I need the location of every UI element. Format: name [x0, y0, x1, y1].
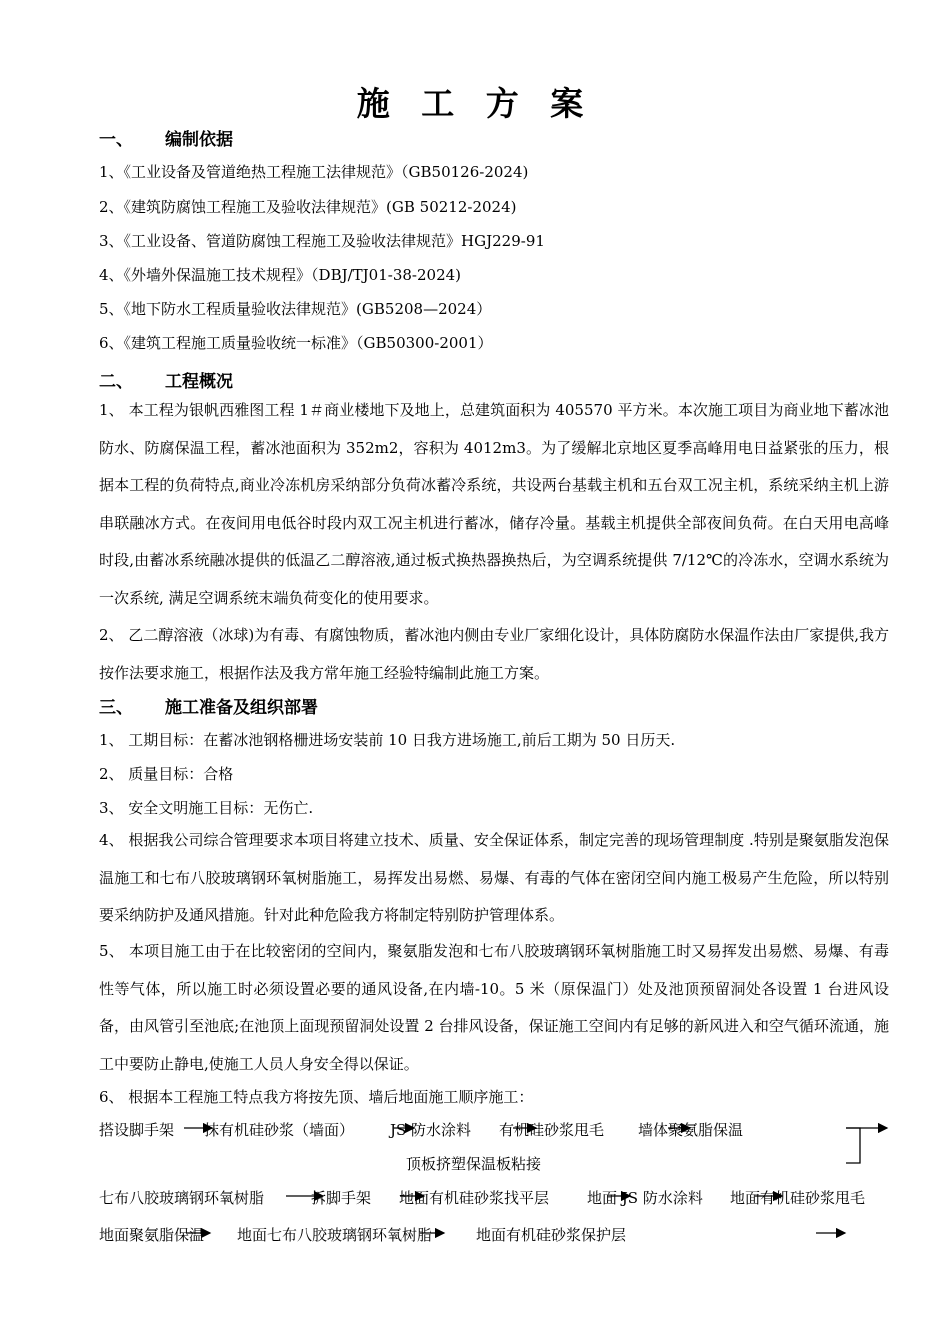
section-number: 二、: [99, 372, 133, 392]
flow-step: 七布八胶玻璃钢环氧树脂: [99, 1189, 265, 1207]
reference-item: 3、《工业设备、管道防腐蚀工程施工及验收法律规范》HGJ229-91: [99, 232, 545, 250]
flow-step: 有机硅砂浆甩毛: [499, 1121, 605, 1139]
flow-connector: [846, 1128, 860, 1163]
flow-step: 搭设脚手架: [99, 1121, 175, 1139]
section-heading-basis: [99, 125, 233, 150]
flow-step: 抹有机硅砂浆（墙面）: [204, 1121, 355, 1139]
flow-step: 地面有机硅砂浆甩毛: [730, 1189, 866, 1207]
section-number: 一、: [99, 130, 133, 150]
document-title: 施 工 方 案: [356, 84, 594, 123]
section-title: 施工准备及组织部署: [165, 698, 318, 718]
reference-item: 1、《工业设备及管道绝热工程施工法律规范》（GB50126-2024): [99, 163, 529, 181]
section-heading-preparation: [99, 693, 318, 718]
overview-paragraph: 1、 本工程为银帆西雅图工程 1＃商业楼地下及地上，总建筑面积为 405570 平方米。本次施工项目为商业地下蓄冰池防水、防腐保温工程，蓄冰池面积为 352m2，容积为 4012m3。为了缓解北京地区夏季高峰用电日益紧张的压力，根据本工程的负荷特点,商业冷冻机房采纳部分负荷冰蓄冷系统，共设两台基载主机和五台双工况主机，系统采纳主机上游串联融冰方式。在夜间用电低谷时段内双工况主机进行蓄冰，储存冷量。基载主机提供全部夜间负荷。在白天用电高峰时段,由蓄冰系统融冰提供的低温乙二醇溶液,通过板式换热器换热后，为空调系统提供 7/12℃的冷冻水，空调水系统为一次系统, 满足空调系统末端负荷变化的使用要求。: [99, 401, 889, 607]
flow-step: 地面有机硅砂浆保护层: [476, 1226, 627, 1244]
goal-item: 2、 质量目标：合格: [99, 765, 234, 783]
flow-step: 拆脚手架: [311, 1189, 372, 1207]
flow-step: 地面聚氨脂保温: [99, 1226, 205, 1244]
section-number: 三、: [99, 698, 133, 718]
management-paragraph: 4、 根据我公司综合管理要求本项目将建立技术、质量、安全保证体系，制定完善的现场管理制度 .特别是聚氨脂发泡保温施工和七布八胶玻璃钢环氧树脂施工，易挥发出易燃、易爆、有毒的气体在密闭空间内施工极易产生危险，所以特别要采纳防护及通风措施。针对此种危险我方将制定特别防护管理体系。: [99, 831, 889, 924]
goal-item: 1、 工期目标：在蓄冰池钢格栅进场安装前 10 日我方进场施工,前后工期为 50 日历天.: [99, 731, 676, 749]
reference-item: 4、《外墙外保温施工技术规程》（DBJ/TJ01-38-2024): [99, 266, 462, 284]
section-title: 编制依据: [165, 130, 233, 150]
section-title: 工程概况: [165, 372, 233, 392]
section-heading-overview: [99, 367, 233, 392]
reference-item: 5、《地下防水工程质量验收法律规范》(GB5208—2024）: [99, 300, 492, 318]
flow-step: 顶板挤塑保温板粘接: [406, 1155, 542, 1173]
flow-step: 地面 JS 防水涂料: [587, 1189, 703, 1207]
reference-item: 2、《建筑防腐蚀工程施工及验收法律规范》(GB 50212-2024): [99, 198, 517, 216]
goal-item: 3、 安全文明施工目标：无伤亡.: [99, 799, 314, 817]
flow-step: 地面七布八胶玻璃钢环氧树脂: [237, 1226, 433, 1244]
sequence-intro: 6、 根据本工程施工特点我方将按先顶、墙后地面施工顺序施工：: [99, 1088, 534, 1106]
flow-step: 墙体聚氨脂保温: [638, 1121, 744, 1139]
overview-paragraph: 2、 乙二醇溶液（冰球)为有毒、有腐蚀物质，蓄冰池内侧由专业厂家细化设计，具体防腐防水保温作法由厂家提供,我方按作法要求施工，根据作法及我方常年施工经验特编制此施工方案。: [99, 626, 889, 682]
flow-step: 地面有机硅砂浆找平层: [399, 1189, 550, 1207]
flow-step: JS 防水涂料: [390, 1121, 472, 1139]
ventilation-paragraph: 5、 本项目施工由于在比较密闭的空间内，聚氨脂发泡和七布八胶玻璃钢环氧树脂施工时又易挥发出易燃、易爆、有毒性等气体，所以施工时必须设置必要的通风设备,在内墙-10。5 米（原保温门）处及池顶预留洞处各设置 1 台进风设备，由风管引至池底;在池顶上面现预留洞处设置 2 台排风设备，保证施工空间内有足够的新风进入和空气循环流通，施工中要防止静电,使施工人员人身安全得以保证。: [99, 942, 889, 1073]
reference-item: 6、《建筑工程施工质量验收统一标准》（GB50300-2001）: [99, 334, 493, 352]
